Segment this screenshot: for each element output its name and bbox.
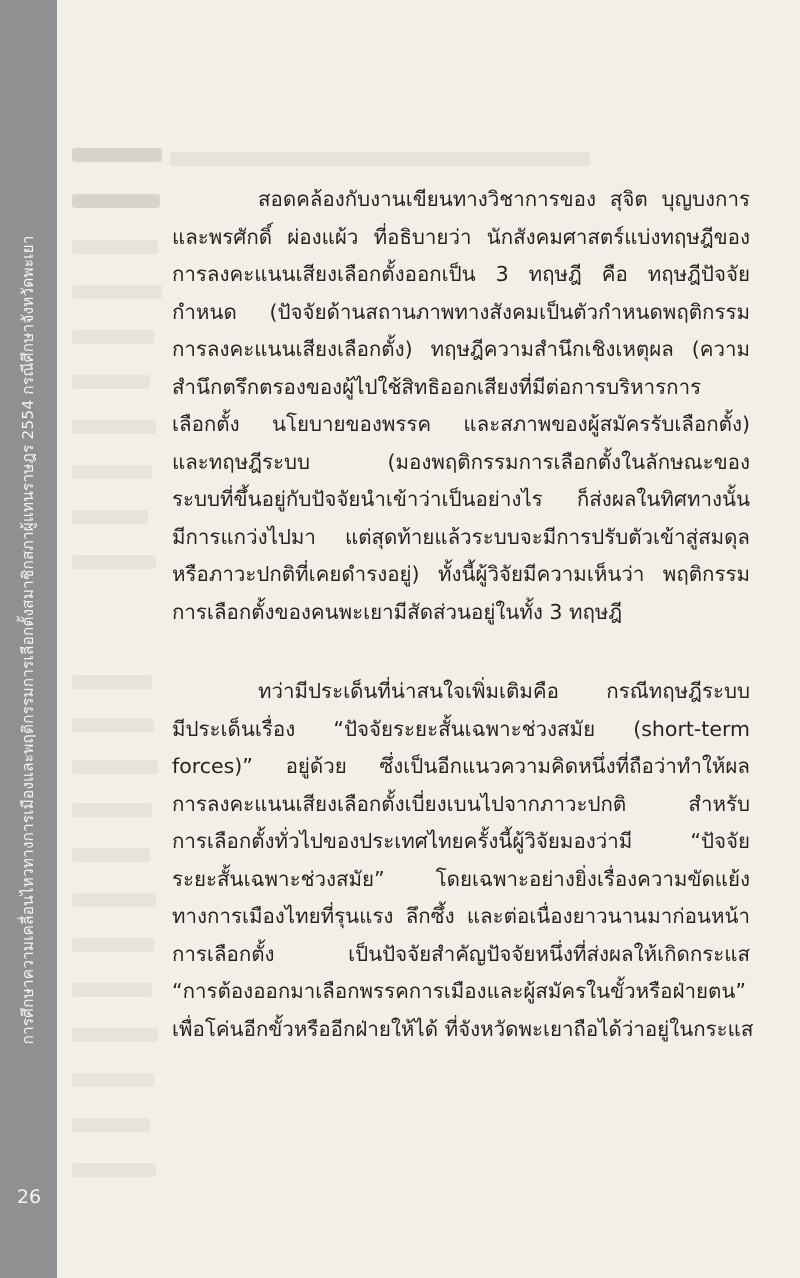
text-line: การลงคะแนนเสียงเลือกตั้ง) ทฤษฎีความสำนึกเชิงเหตุผล (ความ: [172, 337, 750, 361]
book-title-vertical: การศึกษาความเคลื่อนไหวทางการเมืองและพฤติกรรมการเลือกตั้งสมาชิกสภาผู้แทนราษฎร 2554 กรณีศึกษาจังหวัดพะเยา: [19, 235, 37, 1045]
text-line: การเลือกตั้งทั่วไปของประเทศไทยครั้งนี้ผู้วิจัยมองว่ามี “ปัจจัย: [172, 829, 750, 853]
paragraph-2: [172, 673, 754, 1048]
text-line: forces)” อยู่ด้วย ซึ่งเป็นอีกแนวความคิดหนึ่งที่ถือว่าทำให้ผล: [172, 754, 750, 778]
text-line: สำนึกตรึกตรองของผู้ไปใช้สิทธิออกเสียงที่มีต่อการบริหารการ: [172, 374, 702, 399]
text-line: ระยะสั้นเฉพาะช่วงสมัย” โดยเฉพาะอย่างยิ่งเรื่องความขัดแย้ง: [172, 866, 750, 891]
text-line: “การต้องออกมาเลือกพรรคการเมืองและผู้สมัครในขั้วหรือฝ่ายตน”: [172, 979, 746, 1003]
side-banner: [0, 0, 57, 1278]
text-line: การเลือกตั้งของคนพะเยามีสัดส่วนอยู่ในทั้ง 3 ทฤษฎี: [172, 599, 623, 624]
body-text: [172, 181, 754, 1048]
text-line: การลงคะแนนเสียงเลือกตั้งเบี่ยงเบนไปจากภาวะปกติ สำหรับ: [172, 791, 750, 816]
text-line: สอดคล้องกับงานเขียนทางวิชาการของ สุจิต บุญบงการ: [258, 187, 750, 211]
text-line: หรือภาวะปกติที่เคยดำรงอยู่) ทั้งนี้ผู้วิจัยมีความเห็นว่า พฤติกรรม: [172, 562, 750, 586]
text-line: เลือกตั้ง นโยบายของพรรค และสภาพของผู้สมัครรับเลือกตั้ง): [172, 412, 750, 436]
text-line: การเลือกตั้ง เป็นปัจจัยสำคัญปัจจัยหนึ่งที่ส่งผลให้เกิดกระแส: [172, 941, 750, 966]
text-line: มีการแกว่งไปมา แต่สุดท้ายแล้วระบบจะมีการปรับตัวเข้าสู่สมดุล: [172, 524, 750, 549]
page-number: 26: [16, 1186, 42, 1208]
paragraph-1: [172, 181, 750, 631]
text-line: มีประเด็นเรื่อง “ปัจจัยระยะสั้นเฉพาะช่วงสมัย (short-term: [172, 716, 750, 741]
text-line: การลงคะแนนเสียงเลือกตั้งออกเป็น 3 ทฤษฎี คือ ทฤษฎีปัจจัย: [172, 262, 750, 286]
text-line: ระบบที่ขึ้นอยู่กับปัจจัยนำเข้าว่าเป็นอย่างไร ก็ส่งผลในทิศทางนั้น: [172, 487, 750, 511]
text-line: ทางการเมืองไทยที่รุนแรง ลึกซึ้ง และต่อเนื่องยาวนานมาก่อนหน้า: [172, 904, 750, 928]
text-line: และพรศักดิ์ ผ่องแผ้ว ที่อธิบายว่า นักสังคมศาสตร์แบ่งทฤษฎีของ: [172, 224, 750, 249]
text-line: และทฤษฎีระบบ (มองพฤติกรรมการเลือกตั้งในลักษณะของ: [172, 449, 750, 474]
text-line: กำหนด (ปัจจัยด้านสถานภาพทางสังคมเป็นตัวกำหนดพฤติกรรม: [172, 299, 750, 324]
text-line: เพื่อโค่นอีกขั้วหรืออีกฝ่ายให้ได้ ที่จังหวัดพะเยาถือได้ว่าอยู่ในกระแส: [172, 1016, 754, 1041]
text-line: ทว่ามีประเด็นที่น่าสนใจเพิ่มเติมคือ กรณีทฤษฎีระบบ: [258, 679, 750, 703]
